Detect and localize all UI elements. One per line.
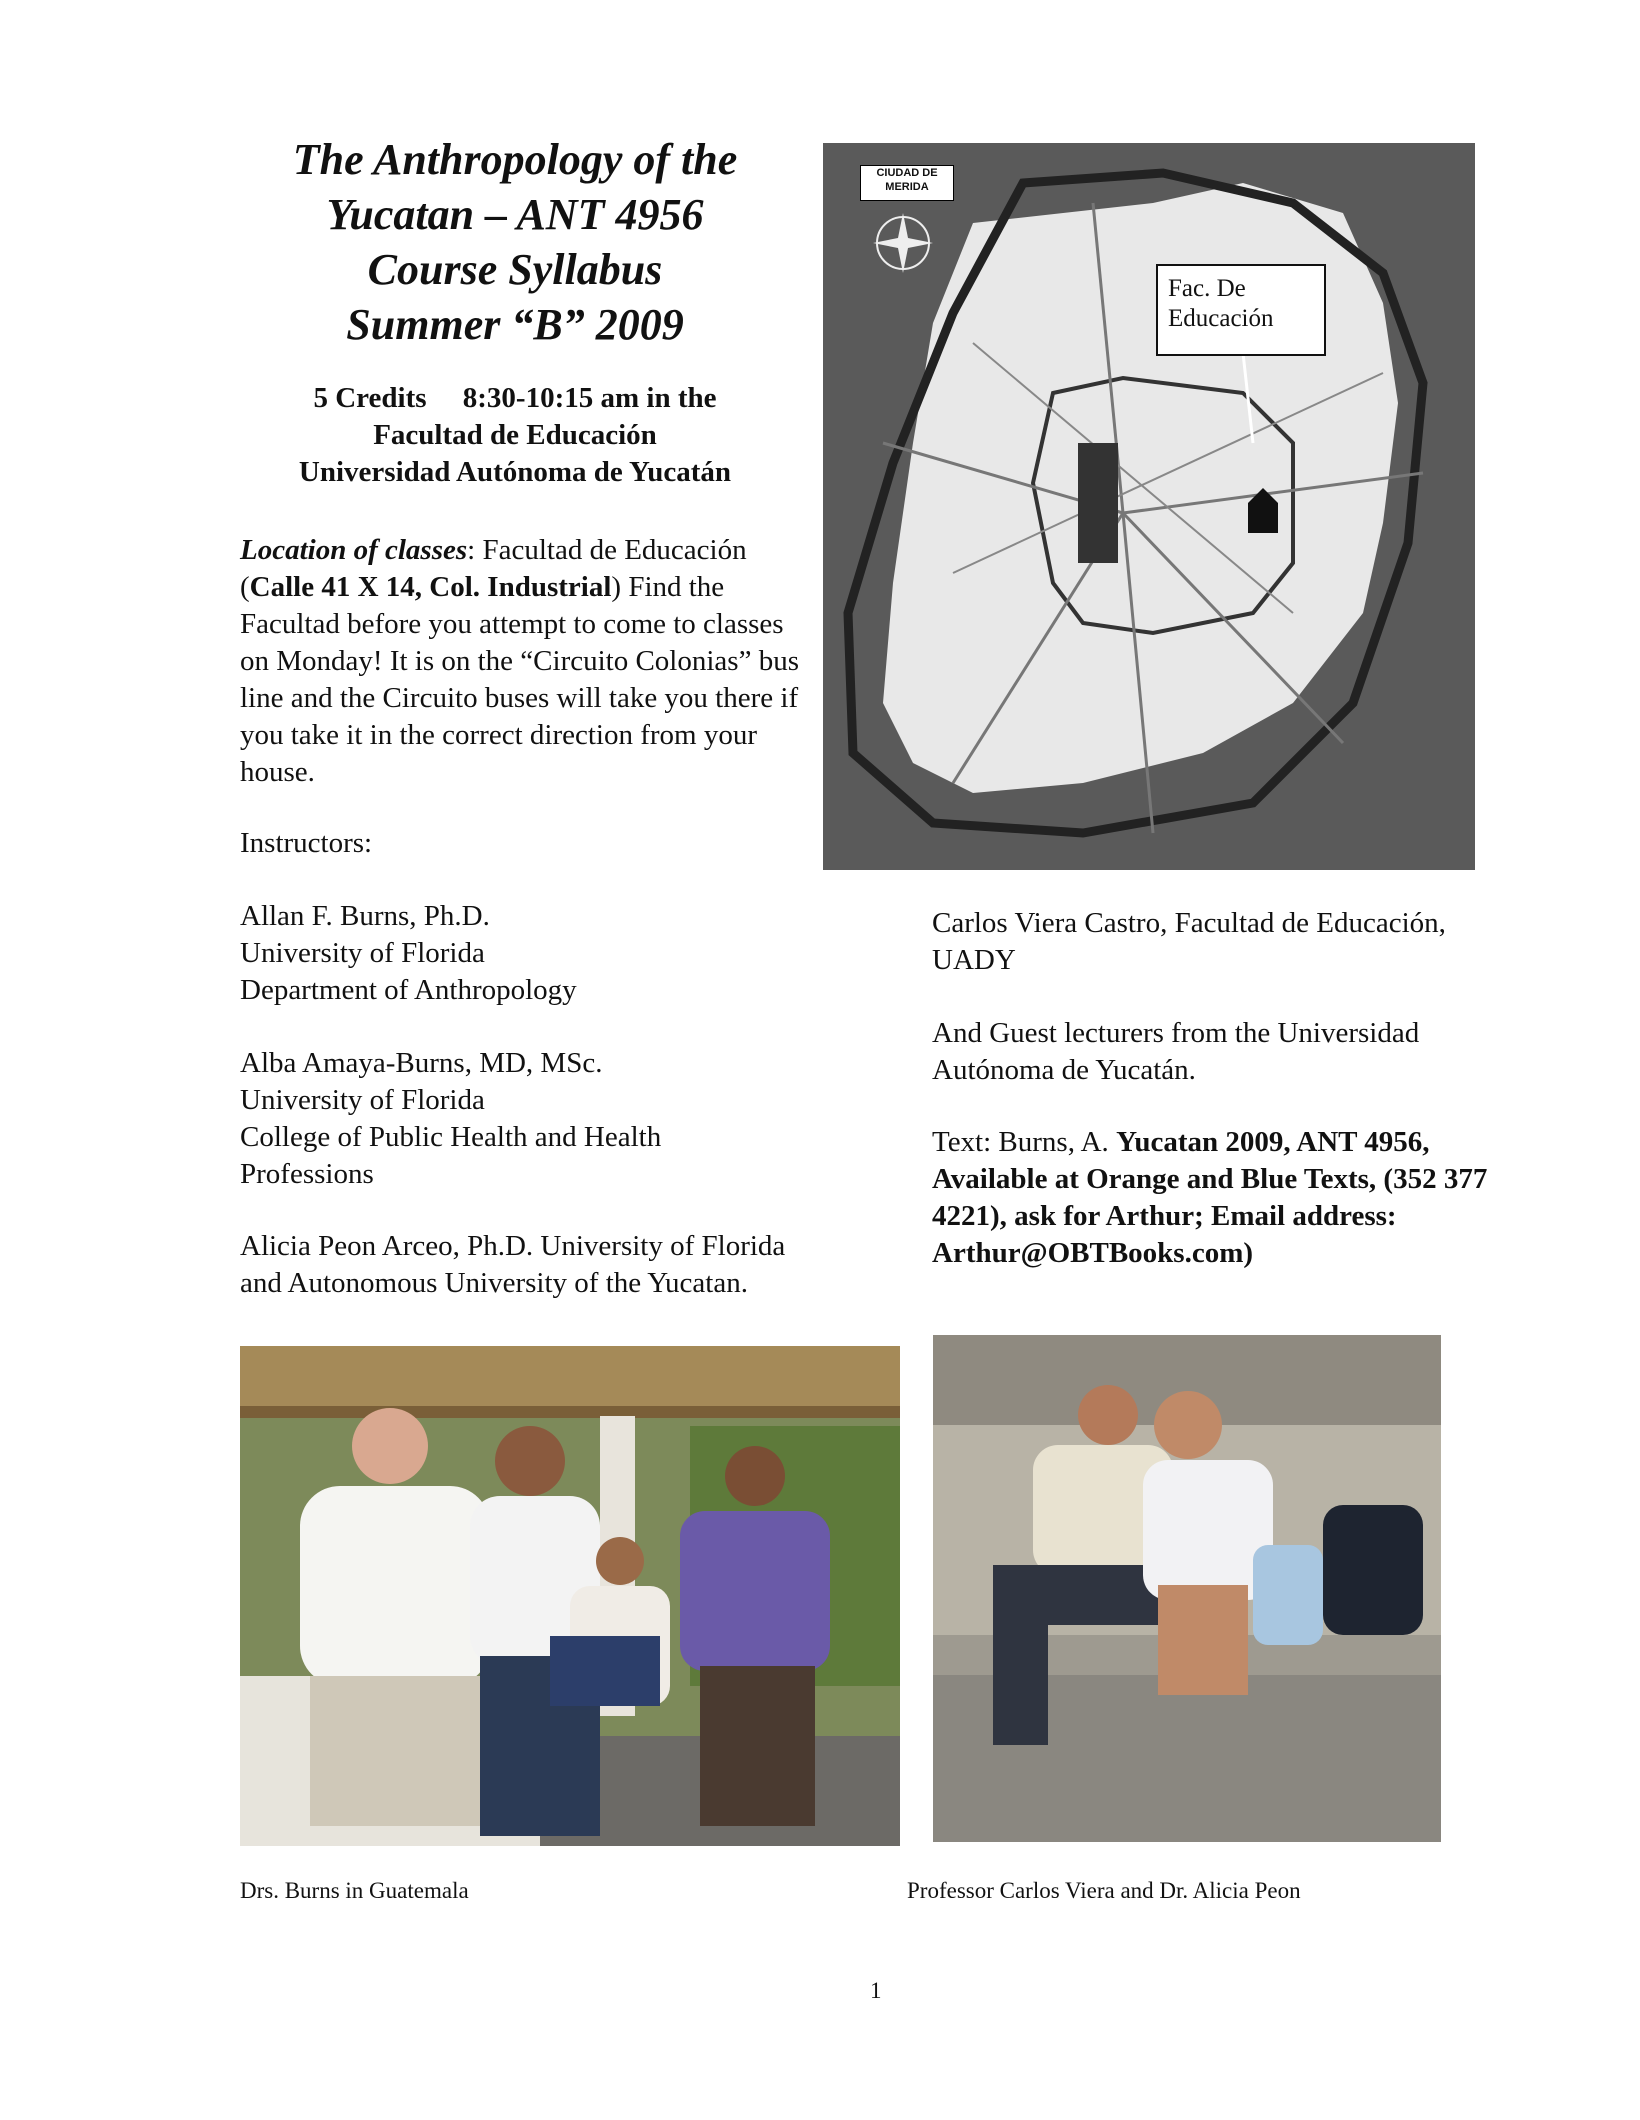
location-address: Calle 41 X 14, Col. Industrial bbox=[249, 571, 612, 603]
instructor-burns-line: Allan F. Burns, Ph.D. bbox=[240, 900, 490, 932]
location-text-1: : Facultad de Educación ( bbox=[240, 534, 747, 603]
location-paragraph bbox=[240, 532, 810, 791]
course-title bbox=[230, 132, 800, 352]
guest-lecturers: And Guest lecturers from the Universidad Autónoma de Yucatán. bbox=[932, 1017, 1420, 1086]
map-callout: Fac. De Educación bbox=[1156, 264, 1326, 356]
instructor-burns-line: Department of Anthropology bbox=[240, 974, 577, 1006]
title-line-2: Yucatan – ANT 4956 bbox=[326, 190, 704, 239]
textbook-prefix: Text: Burns, A. bbox=[932, 1126, 1117, 1158]
title-line-4: Summer “B” 2009 bbox=[346, 300, 684, 349]
instructor-burns-line: University of Florida bbox=[240, 937, 485, 969]
instructor-amaya-line: College of Public Health and Health bbox=[240, 1121, 662, 1153]
photo-burns-guatemala-graphic bbox=[240, 1346, 900, 1846]
photo-caption-viera-peon: Professor Carlos Viera and Dr. Alicia Peon bbox=[907, 1878, 1301, 1903]
title-line-1: The Anthropology of the bbox=[292, 135, 738, 184]
credits-line-1: 5 Credits 8:30-10:15 am in the bbox=[313, 382, 717, 414]
map-city-label: CIUDAD DE MERIDA bbox=[860, 165, 954, 201]
instructor-burns bbox=[240, 898, 577, 1009]
instructor-amaya-line: University of Florida bbox=[240, 1084, 485, 1116]
textbook-info bbox=[932, 1124, 1522, 1272]
instructor-amaya-line: Alba Amaya-Burns, MD, MSc. bbox=[240, 1047, 603, 1079]
merida-map-graphic bbox=[823, 143, 1475, 870]
photo-caption-guatemala: Drs. Burns in Guatemala bbox=[240, 1878, 469, 1903]
course-credits bbox=[230, 380, 800, 491]
location-text-2: ) Find the Facultad before you attempt to come to classes on Monday! It is on the “Circuito Colonias” bus line and the Circuito buses will take you there if you take it in the correct direction from your house. bbox=[240, 571, 799, 788]
credits-line-2: Facultad de Educación bbox=[373, 419, 657, 451]
photo-burns-guatemala bbox=[240, 1346, 900, 1846]
photo-viera-peon-graphic bbox=[933, 1335, 1441, 1842]
instructor-peon: Alicia Peon Arceo, Ph.D. University of Florida and Autonomous University of the Yucatan. bbox=[240, 1230, 786, 1299]
page-number: 1 bbox=[870, 1978, 882, 2003]
instructor-viera: Carlos Viera Castro, Facultad de Educación, UADY bbox=[932, 907, 1446, 976]
title-line-3: Course Syllabus bbox=[367, 245, 663, 294]
credits-line-3: Universidad Autónoma de Yucatán bbox=[298, 456, 732, 488]
instructors-heading: Instructors: bbox=[240, 827, 373, 859]
location-label: Location of classes bbox=[240, 534, 468, 566]
instructor-amaya bbox=[240, 1045, 661, 1193]
textbook-details: Yucatan 2009, ANT 4956, Available at Orange and Blue Texts, (352 377 4221), ask for Arthur; Email address: Arthur@OBTBooks.com) bbox=[932, 1126, 1488, 1269]
instructor-amaya-line: Professions bbox=[240, 1158, 374, 1190]
merida-map bbox=[823, 143, 1475, 870]
photo-viera-peon bbox=[933, 1335, 1441, 1842]
